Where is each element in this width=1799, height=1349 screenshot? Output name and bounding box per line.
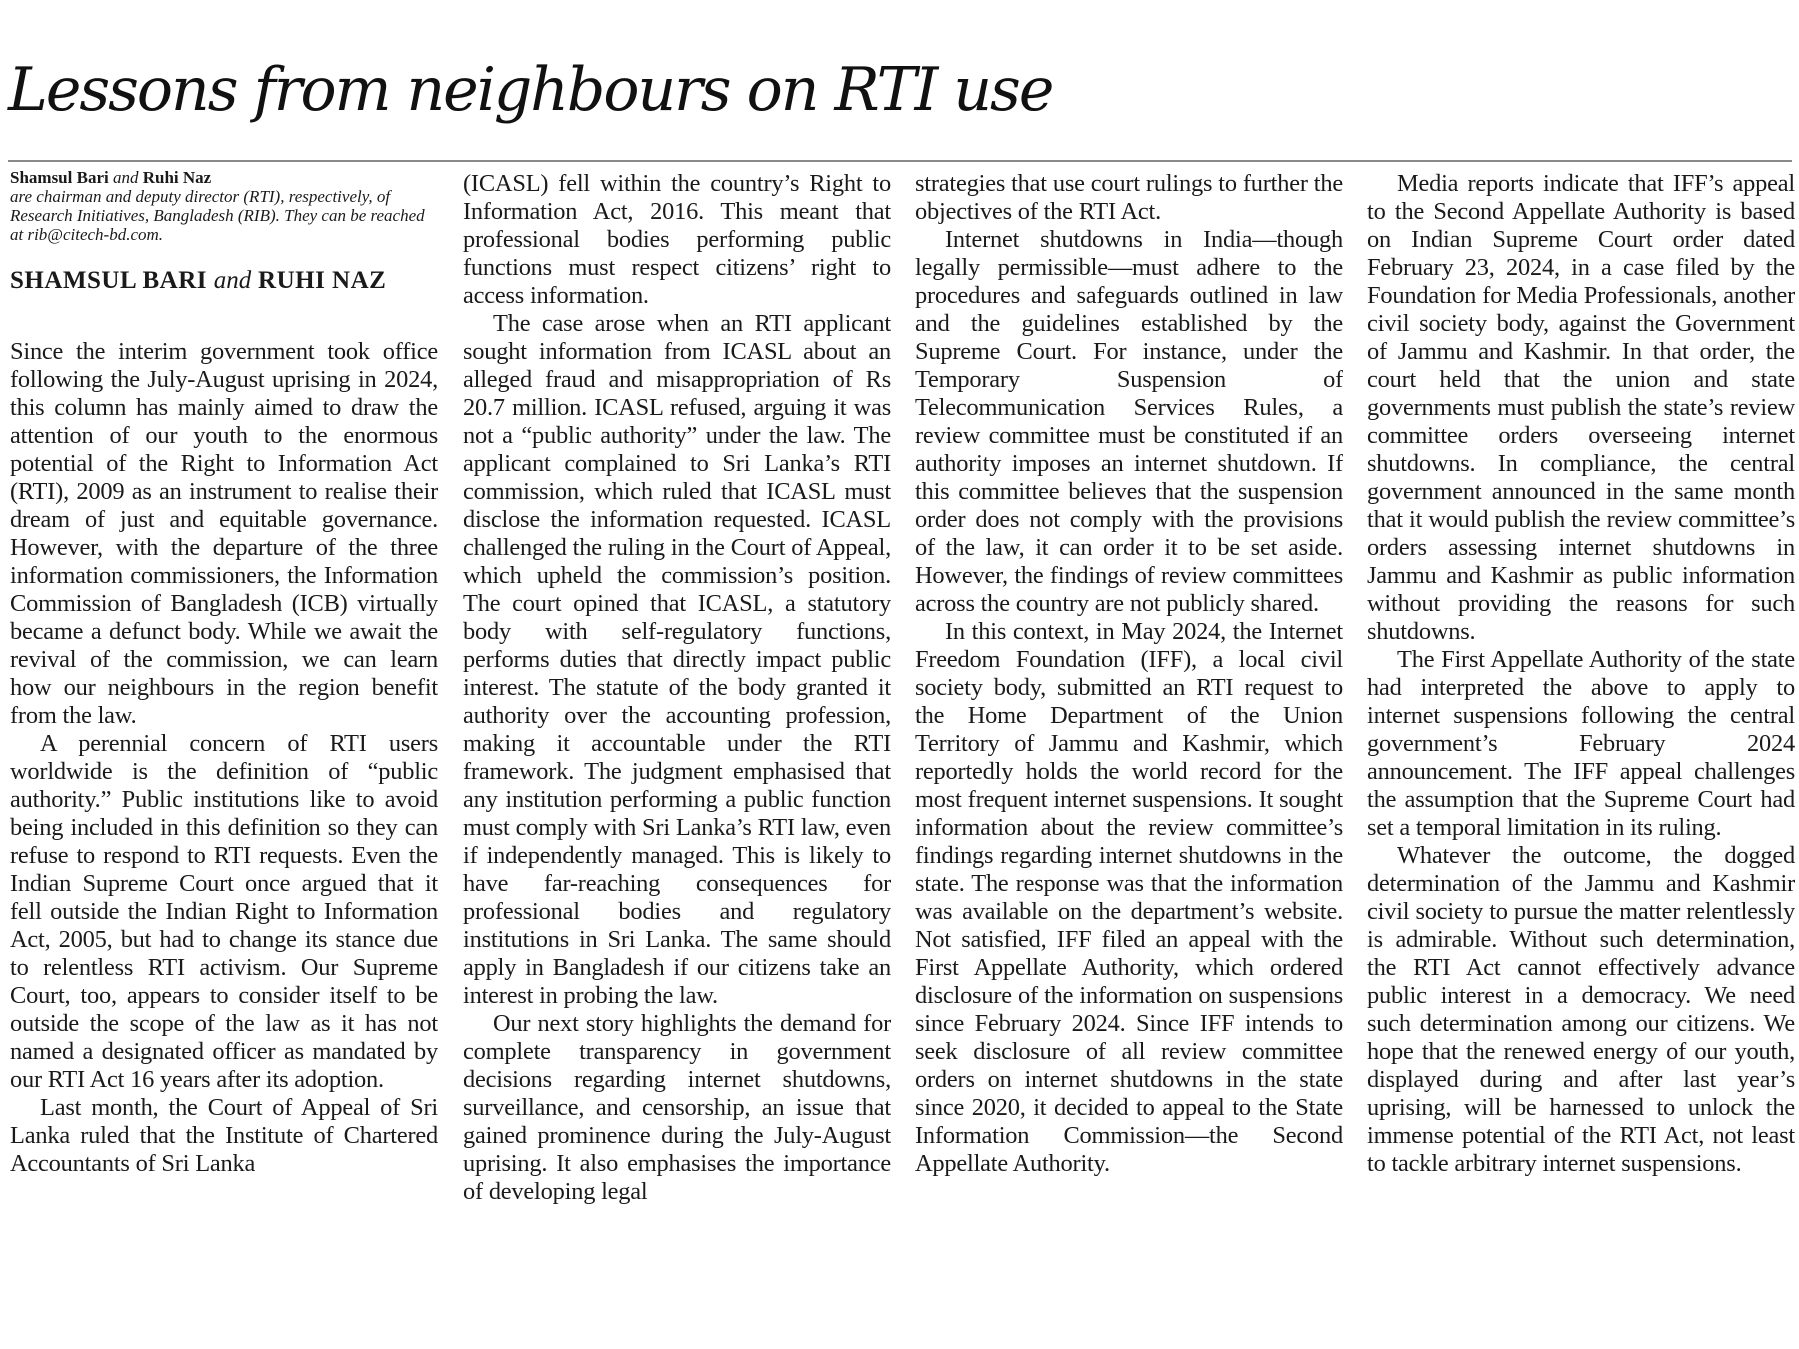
paragraph: Media reports indicate that IFF’s appeal to the Second Appellate Authority is based on Indian Supreme Court order dated February 23, 2024, in a case filed by the Foundation for Media Professionals, another civil society body, against the Government of Jammu and Kashmir. In that order, the court held that the union and state governments must publish the state’s review committee orders overseeing internet shutdowns. In compliance, the central government announced in the same month that it would publish the review committee’s orders assessing internet shutdowns in Jammu and Kashmir as public information without providing the reasons for such shutdowns. <box>1367 170 1795 645</box>
column-3 <box>915 170 1343 1348</box>
column-2 <box>463 170 891 1348</box>
author-2-name: Ruhi Naz <box>142 168 212 187</box>
column-1 <box>10 168 438 1346</box>
byline-author-2: RUHI NAZ <box>258 267 387 294</box>
paragraph: A perennial concern of RTI users worldwide is the definition of “public authority.” Public institutions like to avoid being included in this definition so they can refuse to respond to RTI requests. Even the Indian Supreme Court once argued that it fell outside the Indian Right to Information Act, 2005, but had to change its stance due to relentless RTI activism. Our Supreme Court, too, appears to consider itself to be outside the scope of the law as it has not named a designated officer as mandated by our RTI Act 16 years after its adoption. <box>10 730 438 1093</box>
paragraph: The case arose when an RTI applicant sought information from ICASL about an alleged fraud and misappropriation of Rs 20.7 million. ICASL refused, arguing it was not a “public authority” under the law. The applicant complained to Sri Lanka’s RTI commission, which ruled that ICASL must disclose the information requested. ICASL challenged the ruling in the Court of Appeal, which upheld the commission’s position. The court opined that ICASL, a statutory body with self-regulatory functions, performs duties that directly impact public interest. The statute of the body granted it authority over the accounting profession, making it accountable under the RTI framework. The judgment emphasised that any institution performing a public function must comply with Sri Lanka’s RTI law, even if independently managed. This is likely to have far-reaching consequences for professional bodies and regulatory institutions in Sri Lanka. The same should apply in Bangladesh if our citizens take an interest in probing the law. <box>463 310 891 1009</box>
author-description: are chairman and deputy director (RTI), respectively, of Research Initiatives, Bangladesh (RIB). They can be reached at rib@citech-bd.com. <box>10 187 425 244</box>
author-1-name: Shamsul Bari <box>10 168 109 187</box>
headline-divider <box>8 160 1792 162</box>
paragraph: Last month, the Court of Appeal of Sri Lanka ruled that the Institute of Chartered Accountants of Sri Lanka <box>10 1094 438 1177</box>
byline-conjunction: and <box>213 267 252 294</box>
paragraph: strategies that use court rulings to further the objectives of the RTI Act. <box>915 170 1343 225</box>
paragraph: Our next story highlights the demand for complete transparency in government decisions regarding internet shutdowns, surveillance, and censorship, an issue that gained prominence during the July-August uprising. It also emphasises the importance of developing legal <box>463 1010 891 1205</box>
paragraph: The First Appellate Authority of the state had interpreted the above to apply to internet suspensions following the central government’s February 2024 announcement. The IFF appeal challenges the assumption that the Supreme Court had set a temporal limitation in its ruling. <box>1367 646 1795 841</box>
author-names <box>10 168 438 187</box>
byline-author-1: SHAMSUL BARI <box>10 267 208 294</box>
author-conjunction: and <box>112 168 139 187</box>
paragraph: Since the interim government took office following the July-August uprising in 2024, this column has mainly aimed to draw the attention of our youth to the enormous potential of the Right to Information Act (RTI), 2009 as an instrument to realise their dream of just and equitable governance. However, with the departure of the three information commissioners, the Information Commission of Bangladesh (ICB) virtually became a defunct body. While we await the revival of the commission, we can learn how our neighbours in the region benefit from the law. <box>10 338 438 729</box>
headline: Lessons from neighbours on RTI use <box>8 55 1053 125</box>
paragraph: Whatever the outcome, the dogged determination of the Jammu and Kashmir civil society to pursue the matter relentlessly is admirable. Without such determination, the RTI Act cannot effectively advance public interest in a democracy. We need such determination among our citizens. We hope that the renewed energy of our youth, displayed during and after last year’s uprising, will be harnessed to unlock the immense potential of the RTI Act, not least to tackle arbitrary internet suspensions. <box>1367 842 1795 1177</box>
paragraph: Internet shutdowns in India—though legally permissible—must adhere to the procedures and safeguards outlined in law and the guidelines established by the Supreme Court. For instance, under the Temporary Suspension of Telecommunication Services Rules, a review committee must be constituted if an authority imposes an internet shutdown. If this committee believes that the suspension order does not comply with the provisions of the law, it can order it to be set aside. However, the findings of review committees across the country are not publicly shared. <box>915 226 1343 617</box>
paragraph: (ICASL) fell within the country’s Right to Information Act, 2016. This meant that professional bodies performing public functions must respect citizens’ right to access information. <box>463 170 891 309</box>
byline <box>10 266 438 296</box>
column-4 <box>1367 170 1795 1348</box>
paragraph: In this context, in May 2024, the Internet Freedom Foundation (IFF), a local civil society body, submitted an RTI request to the Home Department of the Union Territory of Jammu and Kashmir, which reportedly holds the world record for the most frequent internet suspensions. It sought information about the review committee’s findings regarding internet shutdowns in the state. The response was that the information was available on the department’s website. Not satisfied, IFF filed an appeal with the First Appellate Authority, which ordered disclosure of the information on suspensions since February 2024. Since IFF intends to seek disclosure of all review committee orders on internet shutdowns in the state since 2020, it decided to appeal to the State Information Commission—the Second Appellate Authority. <box>915 618 1343 1177</box>
author-info-box <box>10 168 438 244</box>
